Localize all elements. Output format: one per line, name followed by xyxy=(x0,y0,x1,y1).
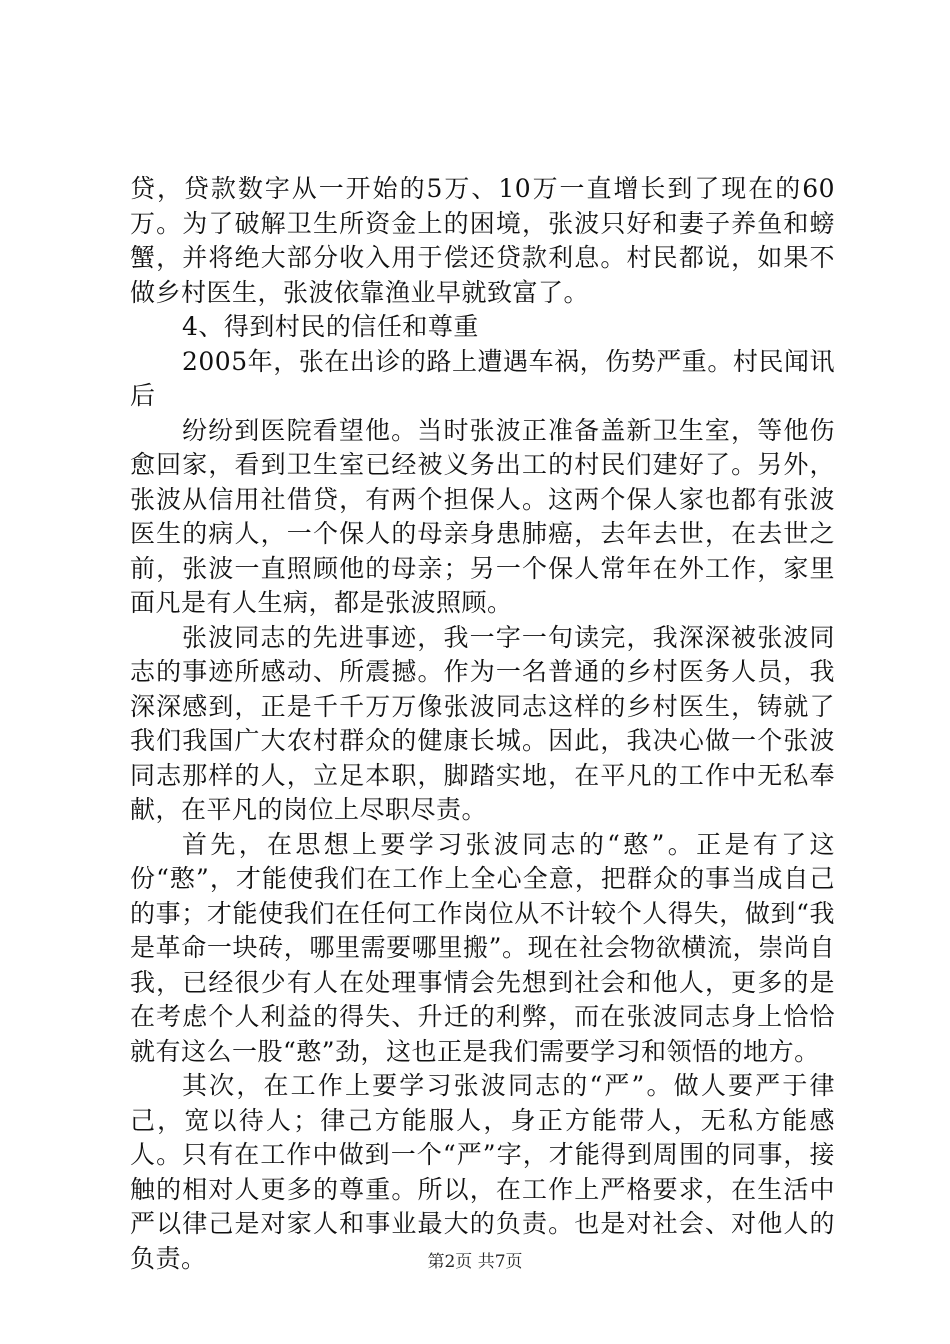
page-footer: 第2页 共7页 xyxy=(427,1252,523,1272)
document-body xyxy=(130,172,835,1276)
paragraph-reflection: 张波同志的先进事迹，我一字一句读完，我深深被张波同志的事迹所感动、所震撼。作为一名普通的乡村医务人员，我深深感到，正是千千万万像张波同志这样的乡村医生，铸就了我们我国广大农村群众的健康长城。因此，我决心做一个张波同志那样的人，立足本职，脚踏实地，在平凡的工作中无私奉献，在平凡的岗位上尽职尽责。 xyxy=(130,622,835,824)
paragraph-accident: 2005年，张在出诊的路上遭遇车祸，伤势严重。村民闻讯后 xyxy=(130,346,835,410)
paragraph-loan-continuation: 贷，贷款数字从一开始的5万、10万一直增长到了现在的60万。为了破解卫生所资金上的困境，张波只好和妻子养鱼和螃蟹，并将绝大部分收入用于偿还贷款利息。村民都说，如果不做乡村医生，张波依靠渔业早就致富了。 xyxy=(130,174,835,307)
paragraph-second-point: 其次，在工作上要学习张波同志的“严”。做人要严于律己，宽以待人；律己方能服人，身正方能带人，无私方能感人。只有在工作中做到一个“严”字，才能得到周围的同事，接触的相对人更多的尊重。所以，在工作上严格要求，在生活中严以律己是对家人和事业最大的负责。也是对社会、对他人的负责。 xyxy=(130,1071,835,1273)
paragraph-villagers-visit: 纷纷到医院看望他。当时张波正准备盖新卫生室，等他伤愈回家，看到卫生室已经被义务出工的村民们建好了。另外，张波从信用社借贷，有两个担保人。这两个保人家也都有张波医生的病人，一个保人的母亲身患肺癌，去年去世，在去世之前，张波一直照顾他的母亲；另一个保人常年在外工作，家里面凡是有人生病，都是张波照顾。 xyxy=(130,415,835,617)
paragraph-first-point: 首先，在思想上要学习张波同志的“憨”。正是有了这份“憨”，才能使我们在工作上全心全意，把群众的事当成自己的事；才能使我们在任何工作岗位从不计较个人得失，做到“我是革命一块砖，哪里需要哪里搬”。现在社会物欲横流，崇尚自我，已经很少有人在处理事情会先想到社会和他人，更多的是在考虑个人利益的得失、升迁的利弊，而在张波同志身上恰恰就有这么一股“憨”劲，这也正是我们需要学习和领悟的地方。 xyxy=(130,829,835,1066)
section-heading-trust: 4、得到村民的信任和尊重 xyxy=(182,312,479,341)
